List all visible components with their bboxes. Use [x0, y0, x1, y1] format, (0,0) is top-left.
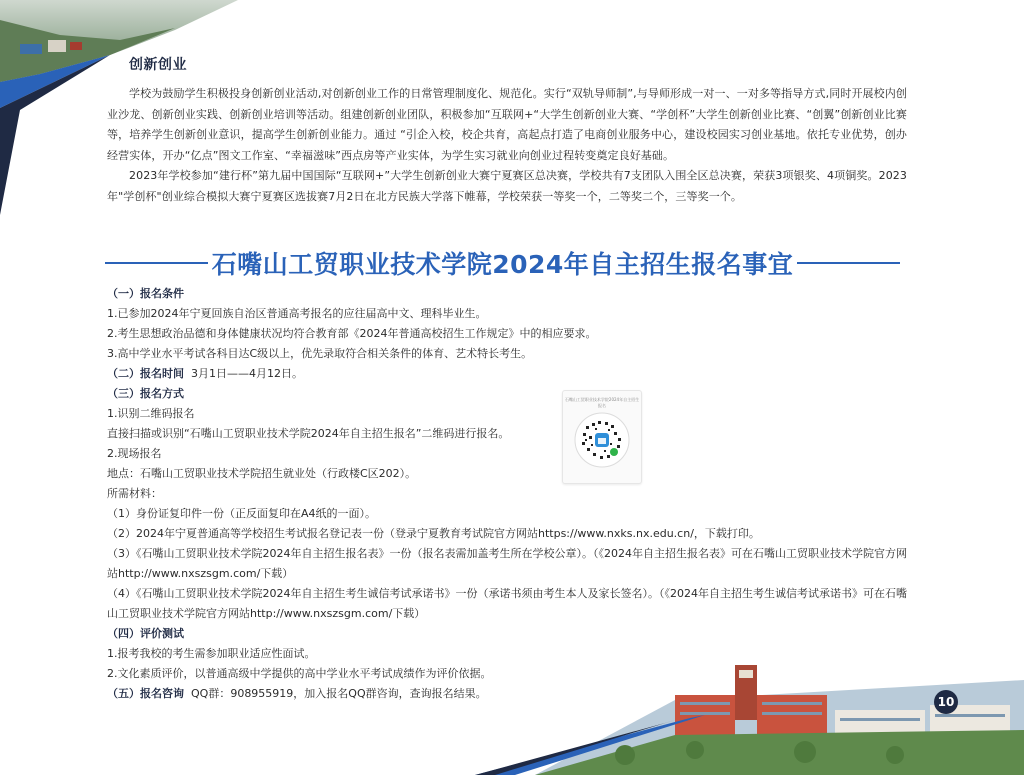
list-item: 1.已参加2024年宁夏回族自治区普通高考报名的应往届高中文、理科毕业生。	[107, 307, 487, 320]
qr-code-card[interactable]	[562, 390, 642, 484]
section-heading: 创新创业	[129, 57, 187, 73]
list-item: 2.考生思想政治品德和身体健康状况均符合教育部《2024年普通高校招生工作规定》中的相应要求。	[107, 327, 597, 340]
material-item: （4）《石嘴山工贸职业技术学院2024年自主招生考生诚信考试承诺书》一份（承诺书须由考生本人及家长签名）。（《2024年自主招生考生诚信考试承诺书》可在石嘴山工贸职业技术学院官方网站http://www.nxszsgm.com/下载）	[107, 587, 907, 620]
banner-rule-left	[105, 262, 208, 264]
page-number-badge: 10	[934, 690, 958, 714]
subsection-title: （三）报名方式	[107, 387, 184, 400]
list-item: 直接扫描或识别“石嘴山工贸职业技术学院2024年自主招生报名”二维码进行报名。	[107, 427, 510, 440]
subsection-title: （一）报名条件	[107, 287, 184, 300]
method-title: 1.识别二维码报名	[107, 407, 195, 420]
list-item: 2.文化素质评价，以普通高级中学提供的高中学业水平考试成绩作为评价依据。	[107, 667, 492, 680]
qr-code-icon	[574, 412, 630, 468]
campus-building-photo	[475, 660, 1024, 775]
admission-banner	[105, 244, 900, 282]
method-title: 2.现场报名	[107, 447, 162, 460]
material-item: （2）2024年宁夏普通高等学校招生考试报名登记表一份（登录宁夏教育考试院官方网站https://www.nxks.nx.edu.cn/，下载打印。	[107, 527, 760, 540]
materials-label: 所需材料：	[107, 487, 162, 500]
banner-rule-right	[797, 262, 900, 264]
subsection-title: （五）报名咨询	[107, 687, 184, 700]
entrepreneurship-section	[107, 54, 907, 207]
material-item: （1）身份证复印件一份（正反面复印在A4纸的一面）。	[107, 507, 377, 520]
list-item: 1.报考我校的考生需参加职业适应性面试。	[107, 647, 316, 660]
registration-time	[107, 364, 907, 384]
registration-time-value: 3月1日——4月12日。	[191, 367, 303, 380]
list-item: 3.高中学业水平考试各科目达C级以上，优先录取符合相关条件的体育、艺术特长考生。	[107, 347, 533, 360]
material-item: （3）《石嘴山工贸职业技术学院2024年自主招生报名表》一份（报名表需加盖考生所在学校公章）。（《2024年自主招生报名表》可在石嘴山工贸职业技术学院官方网站http://www.nxszsgm.com/下载）	[107, 547, 907, 580]
entrepreneurship-paragraph: 学校为鼓励学生积极投身创新创业活动,对创新创业工作的日常管理制度化、规范化。实行“双轨导师制”,与导师形成一对一、一对多等指导方式,同时开展校内创业沙龙、创新创业实践、创新创业培训等活动。组建创新创业团队，积极参加“互联网+“大学生创新创业大赛、“学创杯”大学生创新创业比赛、“创翼”创新创业比赛等，培养学生创新创业意识，提高学生创新创业能力。通过 “引企入校，校企共育，高起点打造了电商创业服务中心，建设校园实习创业基地。依托专业优势，创办经营实体，开办“亿点”图文工作室、“幸福滋味”西点房等产业实体，为学生实习就业向创业过程转变奠定良好基础。	[107, 87, 907, 162]
consultation-value: QQ群：908955919，加入报名QQ群咨询，查询报名结果。	[191, 687, 487, 700]
subsection-title: （四）评价测试	[107, 627, 184, 640]
banner-title: 石嘴山工贸职业技术学院2024年自主招生报名事宜	[211, 250, 794, 279]
subsection-title: （二）报名时间	[107, 367, 184, 380]
list-item: 地点：石嘴山工贸职业技术学院招生就业处（行政楼C区202）。	[107, 467, 417, 480]
qr-caption: 石嘴山工贸职业技术学院2024年自主招生报名	[564, 397, 640, 408]
admission-notice	[107, 284, 907, 704]
competition-paragraph: 2023年学校参加“建行杯”第九届中国国际“互联网+”大学生创新创业大赛宁夏赛区总决赛，学校共有7支团队入围全区总决赛，荣获3项银奖、4项铜奖。2023年"学创杯"创业综合模拟大赛宁夏赛区选拔赛7月2日在北方民族大学落下帷幕，学校荣获一等奖一个，二等奖二个，三等奖一个。	[107, 169, 907, 203]
